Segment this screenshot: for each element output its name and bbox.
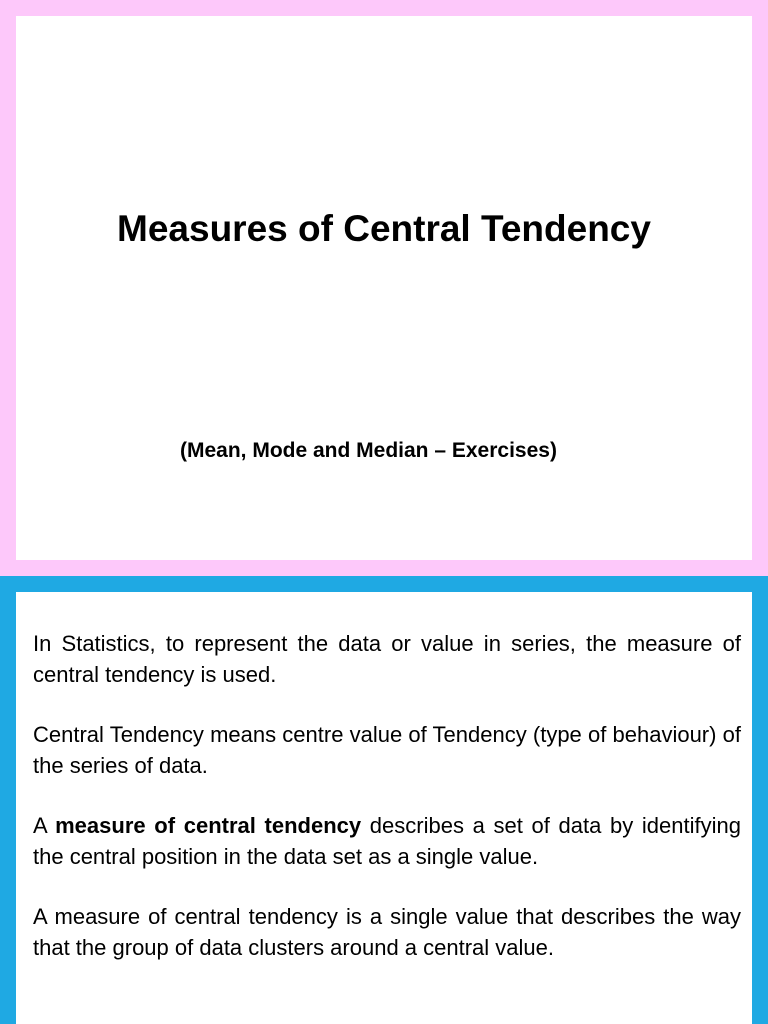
content-slide [0,576,768,1024]
paragraph-1: In Statistics, to represent the data or value in series, the measure of central tendency is used. [33,631,741,687]
body-text [33,628,741,992]
paragraph-3-rest: describes a set of data by identifying the central position in the data set as a single value. [33,813,741,869]
slide-title: Measures of Central Tendency [117,208,651,249]
title-slide-content [16,16,752,560]
paragraph-3-prefix: A [33,813,56,838]
content-slide-body [16,592,752,1024]
paragraph-3-bold-term: measure of central tendency [55,813,362,838]
paragraph-2: Central Tendency means centre value of Tendency (type of behaviour) of the series of data. [33,722,741,778]
slide-subtitle: (Mean, Mode and Median – Exercises) [180,439,557,462]
paragraph-3 [33,810,741,872]
paragraph-4: A measure of central tendency is a single value that describes the way that the group of data clusters around a central value. [33,904,741,960]
